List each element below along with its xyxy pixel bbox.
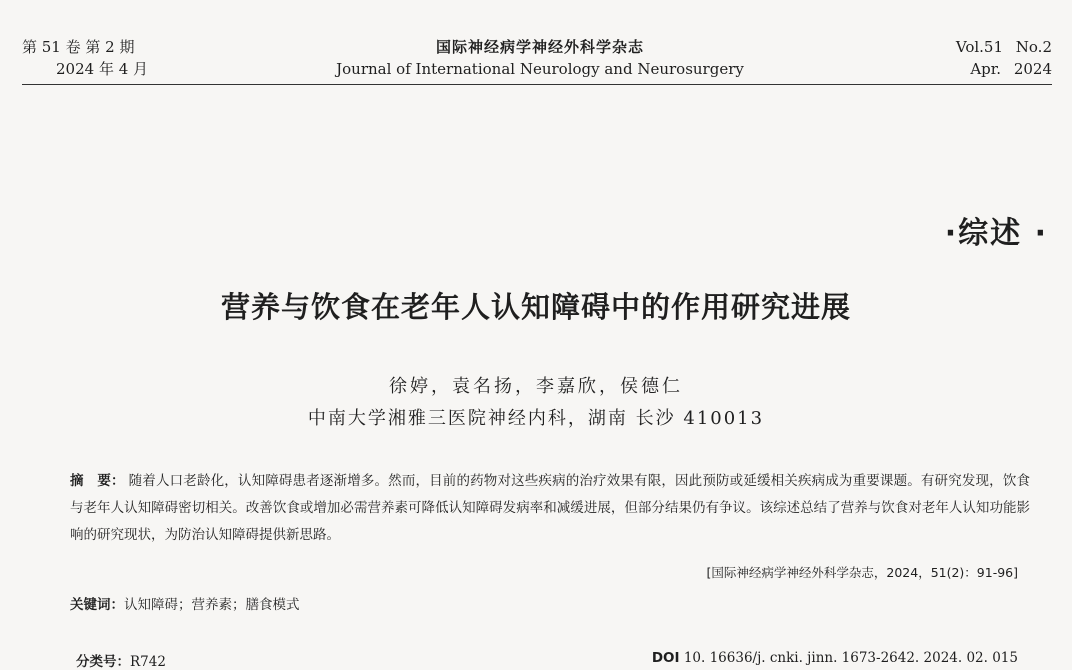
doi-value: 10. 16636/j. cnki. jinn. 1673-2642. 2024. 02. 015 [683,650,1018,666]
classification [76,650,166,670]
header-rule [22,84,1052,85]
doi-label: DOI [651,650,680,666]
classification-code: R742 [130,654,166,670]
issue-info-en [956,36,1052,80]
date-cn: 2024 年 4 月 [56,60,149,78]
classification-label: 分类号： [76,654,130,670]
keywords-label: 关键词： [70,597,124,613]
issue-info [22,36,148,80]
journal-name-cn: 国际神经病学神经外科学杂志 [435,38,644,56]
keywords [70,593,300,613]
volume-issue-en: Vol.51 No.2 [955,38,1052,56]
author-affiliation: 中南大学湘雅三医院神经内科，湖南 长沙 410013 [307,408,765,429]
volume-issue-cn: 第 51 卷 第 2 期 [22,38,135,56]
journal-name-en: Journal of International Neurology and Neurosurgery [336,60,744,78]
article-authors: 徐婷，袁名扬，李嘉欣，侯德仁 [389,376,683,397]
doi [652,650,1018,666]
abstract-text: 随着人口老龄化，认知障碍患者逐渐增多。然而，目前的药物对这些疾病的治疗效果有限，因此预防或延缓相关疾病成为重要课题。有研究发现，饮食与老年人认知障碍密切相关。改善饮食或增加必需营养素可降低认知障碍发病率和减缓进展，但部分结果仍有争议。该综述总结了营养与饮食对老年人认知功能影响的研究现状，为防治认知障碍提供新思路。 [70,473,1031,543]
abstract [70,468,1030,549]
date-en: Apr. 2024 [970,60,1052,78]
citation: [国际神经病学神经外科学杂志，2024，51(2)：91-96] [706,565,1018,580]
keywords-text: 认知障碍；营养素；膳食模式 [124,597,300,613]
article-title: 营养与饮食在老年人认知障碍中的作用研究进展 [220,290,851,324]
journal-name [300,36,780,80]
section-label: ·综述 · [944,216,1048,251]
abstract-label: 摘 要： [70,473,125,489]
